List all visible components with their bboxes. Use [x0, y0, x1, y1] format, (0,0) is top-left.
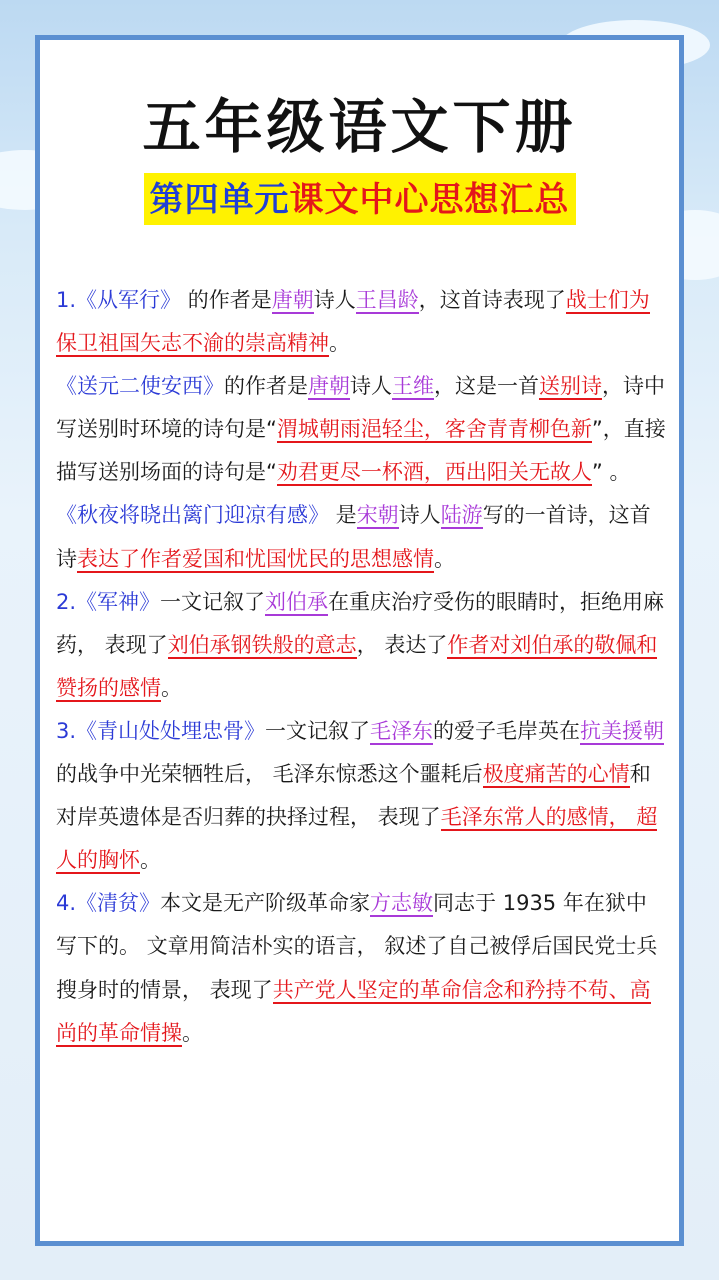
body-text: 的作者是 — [181, 288, 272, 312]
body-text: 。 — [182, 1020, 203, 1045]
content-card — [35, 35, 684, 1246]
body-text: ，这首诗表现了 — [418, 288, 566, 312]
feeling-highlight: 极度痛苦的心情 — [482, 762, 630, 787]
body-text: ，这是一首 — [434, 374, 539, 399]
work-title: 《青山处处埋忠骨》 — [76, 718, 266, 743]
body-text: 一文记叙了 — [160, 589, 266, 614]
body-text: ”，直接描写送别场面的诗句是“ — [56, 417, 666, 485]
body-text: 和对岸英遗体是否归葬的抉择过程， 表现了 — [56, 762, 651, 830]
work-title: 《秋夜将晓出篱门迎凉有感》 — [56, 503, 329, 528]
subtitle-banner — [40, 173, 679, 225]
section-junshen — [56, 581, 666, 710]
section-qingshan — [56, 710, 666, 882]
theme-highlight: 刘伯承钢铁般的意志 — [167, 632, 357, 657]
quote-highlight: 渭城朝雨浥轻尘，客舍青青柳色新 — [276, 417, 592, 442]
section-number: 2. — [56, 589, 77, 614]
section-qiuye — [56, 494, 666, 580]
dynasty-highlight: 唐朝 — [271, 288, 314, 312]
theme-highlight: 表达了作者爱国和忧国忧民的思想感情 — [77, 546, 434, 571]
body-text: 同志于 1935 年在狱中写下的。 文章用简洁朴实的语言， 叙述了自己被俘后国民党士兵搜身时的情景， 表现了 — [56, 891, 658, 1002]
body-text: 一文记叙了 — [265, 718, 371, 743]
body-text: 。 — [434, 546, 455, 571]
article-body — [56, 279, 666, 1055]
body-text: ，诗中写送别时环境的诗句是“ — [56, 374, 665, 442]
theme-highlight: 共产党人坚定的革命信念和矜持不苟、高尚的革命情操 — [56, 977, 651, 1045]
body-text: 的战争中光荣牺牲后， 毛泽东惊悉这个噩耗后 — [56, 762, 483, 787]
section-number: 3. — [56, 718, 77, 743]
author-highlight: 王昌龄 — [355, 288, 419, 312]
theme-highlight: 毛泽东常人的感情， 超人的胸怀 — [56, 805, 658, 873]
work-title: 《从军行》 — [76, 288, 182, 312]
body-text: 是 — [329, 503, 357, 528]
theme-highlight: 作者对刘伯承的敬佩和赞扬的感情 — [56, 632, 658, 700]
work-title: 《送元二使安西》 — [56, 374, 224, 399]
subtitle-part-unit: 第四单元 — [149, 180, 290, 220]
quote-highlight: 劝君更尽一杯酒，西出阳关无故人 — [276, 460, 592, 485]
body-text: 本文是无产阶级革命家 — [160, 891, 371, 916]
author-highlight: 王维 — [392, 374, 434, 399]
body-text: 写的一首诗，这首 诗 — [56, 503, 651, 571]
person-highlight: 毛泽东 — [370, 718, 434, 743]
body-text: ， 表达了 — [356, 632, 448, 657]
dynasty-highlight: 唐朝 — [308, 374, 350, 399]
body-text: 在重庆治疗受伤的眼睛时，拒绝用麻药， 表现了 — [56, 589, 665, 657]
dynasty-highlight: 宋朝 — [356, 503, 399, 528]
body-text: 的爱子毛岸英在 — [433, 718, 581, 743]
body-text: 。 — [140, 848, 161, 873]
event-highlight: 抗美援朝 — [580, 718, 665, 743]
work-title: 《清贫》 — [76, 891, 161, 916]
body-text: 。 — [329, 331, 350, 356]
subtitle-part-topic: 课文中心思想汇总 — [289, 180, 570, 220]
section-number: 1. — [56, 288, 77, 312]
person-highlight: 方志敏 — [370, 891, 434, 916]
section-number: 4. — [56, 891, 77, 916]
work-title: 《军神》 — [76, 589, 161, 614]
section-songyuaner — [56, 365, 666, 494]
person-highlight: 刘伯承 — [265, 589, 329, 614]
body-text: 诗人 — [398, 503, 441, 528]
theme-highlight: 战士们为保卫祖国矢志不渝的崇高精神 — [56, 288, 650, 356]
body-text: 诗人 — [350, 374, 392, 399]
body-text: 的作者是 — [224, 374, 308, 399]
section-qingpin — [56, 882, 666, 1054]
body-text: 诗人 — [313, 288, 356, 312]
page-title: 五年级语文下册 — [142, 93, 577, 161]
subtitle — [144, 173, 576, 225]
body-text: 。 — [161, 675, 182, 700]
author-highlight: 陆游 — [440, 503, 483, 528]
section-congjunxing — [56, 279, 666, 365]
body-text: ” 。 — [591, 460, 631, 485]
genre-highlight: 送别诗 — [539, 374, 602, 399]
